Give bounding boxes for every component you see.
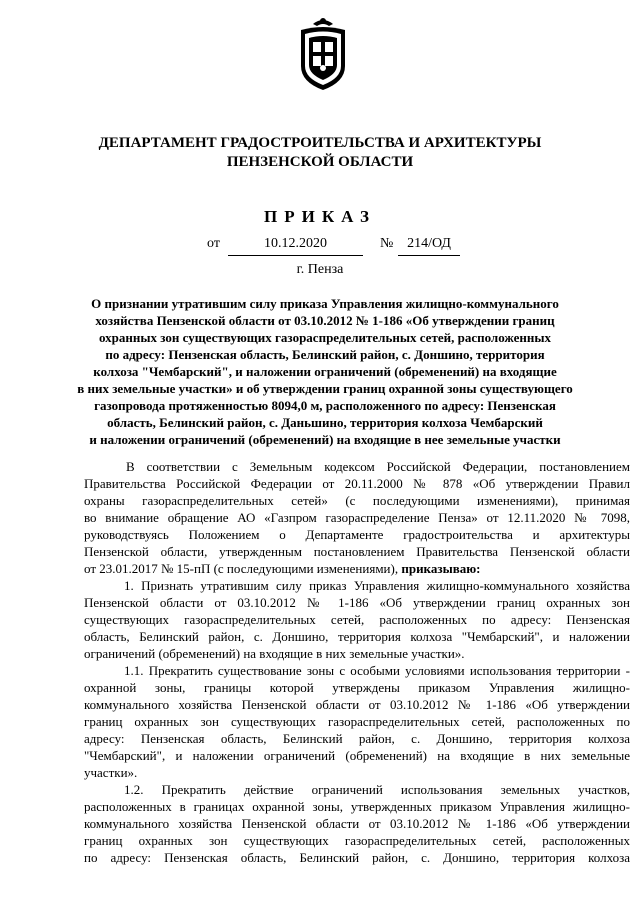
number-prefix: №: [380, 236, 394, 251]
coat-of-arms-icon: [295, 16, 351, 92]
body-line: Пензенской области, утвержденным постановлением Правительства Пензенской области: [84, 544, 630, 559]
title-line: область, Белинский район, с. Даньшино, территория колхоза Чембарский: [107, 415, 543, 430]
body-line: от 23.01.2017 № 15-пП (с последующими изменениями), приказываю:: [84, 561, 481, 576]
body-line: руководствуясь Положением о Департаменте градостроительства и архитектуры: [84, 527, 630, 542]
document-type: ПРИКАЗ: [264, 207, 376, 226]
department-name-line2: ПЕНЗЕНСКОЙ ОБЛАСТИ: [226, 154, 414, 170]
body-line: 1.1. Прекратить существование зоны с особыми условиями использования территории -: [124, 663, 630, 678]
department-name-line1: ДЕПАРТАМЕНТ ГРАДОСТРОИТЕЛЬСТВА И АРХИТЕКТУРЫ: [98, 135, 542, 151]
body-line: во внимание обращение АО «Газпром газораспределение Пенза» от 12.11.2020 № 7098,: [84, 510, 630, 525]
title-line: О признании утратившим силу приказа Управления жилищно-коммунального: [91, 296, 559, 311]
body-line: "Чембарский", и наложении ограничений (обременений) на входящие в них земельные: [84, 748, 630, 763]
body-line: коммунального хозяйства Пензенской области от 03.10.2012 № 1-186 «Об утверждении: [84, 816, 630, 831]
body-line: охраны газораспределительных сетей» (с последующими изменениями), принимая: [84, 493, 630, 508]
body-line: границ охранных зон существующих газораспределительных сетей, расположенных: [84, 833, 630, 848]
body-line: 1. Признать утратившим силу приказ Управления жилищно-коммунального хозяйства: [124, 578, 630, 593]
city: г. Пенза: [296, 262, 344, 277]
document-number: 214/ОД: [398, 236, 460, 256]
body-line: участки».: [84, 765, 138, 780]
title-line: и наложении ограничений (обременений) на входящие в нее земельные участки: [89, 432, 561, 447]
orders-word: приказываю:: [401, 561, 481, 576]
title-line: охранных зон существующих газораспределительных сетей, расположенных: [98, 330, 552, 345]
body-line: область, Белинский район, с. Доншино, территория колхоза "Чембарский", и наложении: [84, 629, 630, 644]
title-line: по адресу: Пензенская область, Белинский район, с. Доншино, территория: [105, 347, 545, 362]
document-body: [84, 458, 630, 866]
document-title: [60, 295, 590, 448]
title-line: хозяйства Пензенской области от 03.10.2012 № 1-186 «Об утверждении границ: [95, 313, 555, 328]
date-prefix: от: [207, 236, 220, 251]
body-line: по адресу: Пензенская область, Белинский район, с. Доншино, территория колхоза: [84, 850, 630, 865]
body-line: адресу: Пензенская область, Белинский район, с. Доншино, территория колхоза: [84, 731, 630, 746]
body-line: существующих газораспределительных сетей, расположенных по адресу: Пензенская: [84, 612, 630, 627]
document-date: 10.12.2020: [228, 236, 363, 256]
body-line: охранной зоны, границы которой утверждены приказом Управления жилищно-: [84, 680, 630, 695]
body-line: границ охранных зон существующих газораспределительных сетей, расположенных по: [84, 714, 630, 729]
body-line: 1.2. Прекратить действие ограничений использования земельных участков,: [124, 782, 630, 797]
body-line: расположенных в границах охранной зоны, утвержденных приказом Управления жилищно-: [84, 799, 630, 814]
title-line: в них земельные участки» и об утверждении границ охранной зоны существующего: [77, 381, 573, 396]
body-line: Правительства Российской Федерации от 20.11.2000 № 878 «Об утверждении Правил: [84, 476, 630, 491]
body-line: Пензенской области от 03.10.2012 № 1-186 «Об утверждении границ охранных зон: [84, 595, 630, 610]
body-line: ограничений (обременений) на входящие в них земельные участки».: [84, 646, 465, 661]
body-line: В соответствии с Земельным кодексом Российской Федерации, постановлением: [126, 459, 630, 474]
body-line: коммунального хозяйства Пензенской области от 03.10.2012 № 1-186 «Об утверждении: [84, 697, 630, 712]
title-line: колхоза "Чембарский", и наложении ограничений (обременений) на входящие: [93, 364, 557, 379]
title-line: газопровода протяженностью 8094,0 м, расположенного по адресу: Пензенская: [94, 398, 556, 413]
